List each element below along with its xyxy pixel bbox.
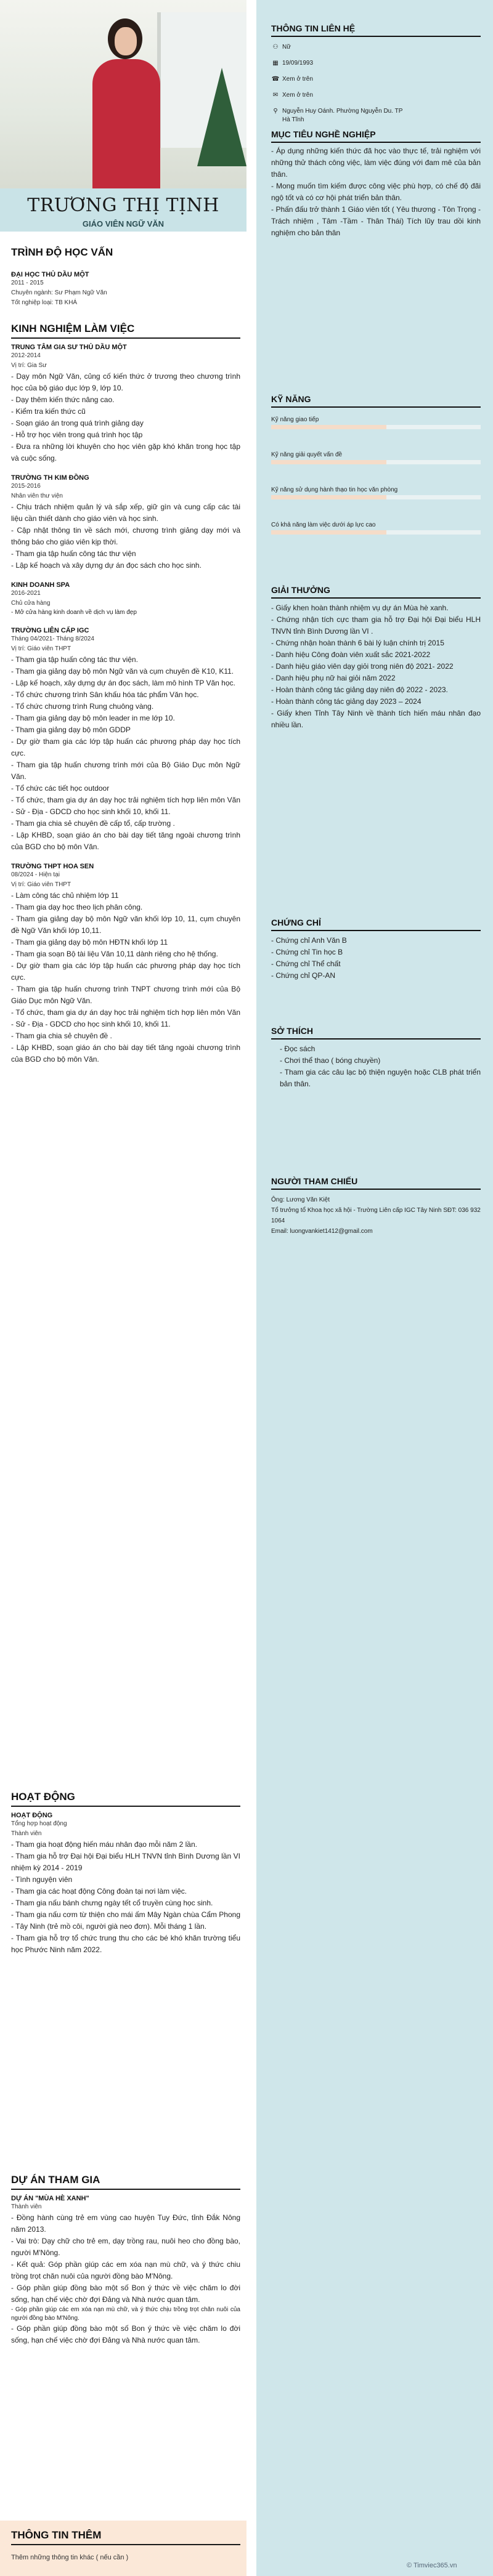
job-period: 2016-2021 [11, 590, 41, 597]
award-line: - Danh hiệu Công đoàn viên xuất sắc 2021-2022 [271, 650, 431, 659]
skill-fill [271, 425, 386, 429]
job-line: - Kiểm tra kiến thức cũ [11, 407, 86, 416]
hobby-line: - Đọc sách [280, 1044, 316, 1053]
hobbies-heading: SỞ THÍCH [271, 1026, 481, 1040]
project-role: Thành viên [11, 2203, 42, 2210]
activity-org: HOẠT ĐỘNG [11, 1812, 53, 1819]
job-line: - Dạy thêm kiến thức nâng cao. [11, 395, 115, 404]
certificates-heading: CHỨNG CHỈ [271, 918, 481, 931]
job-org: TRƯỜNG TH KIM ĐỒNG [11, 474, 89, 482]
project-line: - Góp phần giúp các em xóa nạn mù chữ, và ý thức chịu trồng trọt chăn nuôi của người đồng bào M'Nông. [11, 2306, 240, 2322]
skill-bar [271, 425, 481, 429]
candidate-name: TRƯƠNG THỊ TỊNH [27, 195, 219, 216]
skill-bar [271, 495, 481, 499]
gender-icon: ⚇ [272, 44, 279, 50]
skill-fill [271, 495, 386, 499]
education-heading: TRÌNH ĐỘ HỌC VẤN [11, 246, 113, 258]
certificates-section [271, 918, 481, 982]
job-line: - Tham gia giảng dạy bộ môn HĐTN khối lớp 11 [11, 938, 168, 947]
reference-line: Ông: Lương Văn Kiệt [271, 1197, 330, 1203]
job-line: - Tham gia giảng dạy bộ môn Ngữ văn và cụm chuyên đề K10, K11. [11, 667, 234, 676]
education-grade: Tốt nghiệp loại: TB KHÁ [11, 299, 78, 306]
job-org: KINH DOANH SPA [11, 581, 70, 589]
objective-section [271, 129, 481, 239]
phone-value: Xem ở trên [282, 76, 313, 83]
gender-value: Nữ [282, 44, 291, 50]
job-line: - Chịu trách nhiệm quản lý và sắp xếp, giữ gìn và cung cấp các tài liệu cần thiết dành cho giáo viên và học sinh. [11, 503, 240, 523]
job-line: - Dự giờ tham gia các lớp tập huấn các phương pháp dạy học tích cực. [11, 737, 240, 757]
award-line: - Danh hiệu phụ nữ hai giỏi năm 2022 [271, 674, 396, 682]
address-line-2: Hà Tĩnh [282, 116, 304, 123]
experience-heading: KINH NGHIỆM LÀM VIỆC [11, 323, 240, 339]
skill-item [271, 487, 481, 499]
award-line: - Giấy khen Tỉnh Tây Ninh về thành tích hiến máu nhân đạo nhiều lần. [271, 709, 481, 729]
job-line: - Tham gia chia sẻ chuyên đề cấp tổ, cấp trường . [11, 819, 175, 828]
skill-label: Kỹ năng sử dụng hành thạo tin học văn phòng [271, 487, 398, 493]
hobby-line: - Tham gia các câu lạc bộ thiện nguyện hoặc CLB phát triển bản thân. [280, 1068, 481, 1088]
certificate-line: - Chứng chỉ Thể chất [271, 959, 341, 968]
job-role: Vị trí: Giáo viên THPT [11, 881, 71, 888]
job-org: TRƯỜNG THPT HOA SEN [11, 863, 94, 870]
award-line: - Hoàn thành công tác giảng dạy niên độ 2022 - 2023. [271, 685, 448, 694]
phone-icon: ☎ [271, 76, 280, 83]
skill-item [271, 416, 481, 429]
location-icon: ⚲ [273, 108, 278, 115]
reference-line: Email: luongvankiet1412@gmail.com [271, 1228, 373, 1235]
job-line: - Tổ chức, tham gia dự án dạy học trải nghiệm tích hợp liên môn Văn - Sử - Địa - GDCD cho học sinh khối 10, khối 11. [11, 796, 240, 816]
award-line: - Chứng nhận hoàn thành 6 bài lý luận chính trị 2015 [271, 639, 444, 647]
skill-label: Có khả năng làm việc dưới áp lực cao [271, 522, 376, 528]
project-line: - Kết quả: Góp phần giúp các em xóa nạn mù chữ, và ý thức chiu trồng trọt chăn nuôi của người đồng bào M'Nông. [11, 2260, 240, 2280]
job-role: Vị trí: Giáo viên THPT [11, 645, 71, 652]
projects-section [11, 2174, 240, 2346]
skill-label: Kỹ năng giải quyết vấn đề [271, 451, 343, 458]
objective-line: - Mong muốn tìm kiếm được công việc phù hợp, có chế độ đãi ngộ tốt và có cơ hội phát triển bản thân. [271, 182, 481, 202]
reference-line: Tổ trưởng tổ Khoa học xã hội - Trường Liên cấp IGC Tây Ninh SĐT: 036 932 1064 [271, 1207, 481, 1224]
activity-line: - Tham gia hỗ trợ Đại hội Đại biểu HLH TNVN tỉnh Bình Dương lần VI nhiệm kỳ 2014 - 2019 [11, 1852, 240, 1872]
skill-fill [271, 530, 386, 535]
skill-bar [271, 460, 481, 464]
job-line: - Tổ chức chương trình Sân khấu hóa tác phẩm Văn học. [11, 690, 199, 699]
objective-line: - Áp dụng những kiến thức đã học vào thực tế, trải nghiệm với những thử thách công việc, làm việc đúng với đam mê của bản thân. [271, 147, 481, 179]
skill-fill [271, 460, 386, 464]
job-line: - Tổ chức chương trình Rung chuông vàng. [11, 702, 154, 711]
job-line: - Tham gia dạy học theo lịch phân công. [11, 903, 143, 911]
skill-item [271, 451, 481, 464]
email-value: Xem ở trên [282, 92, 313, 99]
job-org: TRƯỜNG LIÊN CẤP IGC [11, 627, 89, 634]
objective-line: - Phấn đấu trở thành 1 Giáo viên tốt ( Yêu thương - Tôn Trọng - Trách nhiệm , Tâm -Tầm - Thân Thái) Tích lũy trau dồi kinh nghiệm cho bản thân [271, 205, 481, 237]
education-school: ĐẠI HỌC THỦ DẦU MỘT [11, 271, 89, 278]
contact-heading: THÔNG TIN LIÊN HỆ [271, 23, 481, 37]
job-1 [11, 344, 240, 464]
job-line: - Tham gia chia sẻ chuyên đề . [11, 1032, 112, 1040]
job-line: - Tổ chức các tiết học outdoor [11, 784, 110, 793]
certificate-line: - Chứng chỉ QP-AN [271, 971, 336, 980]
contact-gender [271, 43, 481, 52]
job-3 [11, 581, 240, 617]
award-line: - Giấy khen hoàn thành nhiệm vụ dự án Mùa hè xanh. [271, 604, 449, 612]
job-period: 2012-2014 [11, 352, 41, 359]
job-line: - Tổ chức, tham gia dự án dạy học trải nghiệm tích hợp liên môn Văn - Sử - Địa - GDCD cho học sinh khối 10, khối 11. [11, 1008, 240, 1028]
contact-dob [271, 59, 481, 68]
activities-heading: HOẠT ĐỘNG [11, 1791, 240, 1807]
job-title: GIÁO VIÊN NGỮ VĂN [82, 219, 165, 228]
activity-line: - Tham gia hoạt động hiến máu nhân đạo mỗi năm 2 lần. [11, 1840, 197, 1849]
activity-role: Thành viên [11, 1830, 42, 1837]
job-line: - Dạy môn Ngữ Văn, củng cố kiến thức ở trương theo chương trình học của bộ giáo dục lớp 9, lớp 10. [11, 372, 240, 392]
email-icon: ✉ [272, 92, 279, 99]
job-line: - Tham gia giảng dạy bộ môn Ngữ văn khối lớp 10, 11, cụm chuyên đề Ngữ Văn khối lớp 10,11. [11, 915, 240, 935]
more-info-heading: THÔNG TIN THÊM [11, 2529, 240, 2545]
job-line: - Tham gia giảng dạy bộ môn leader in me lớp 10. [11, 714, 175, 722]
contact-address [271, 107, 481, 116]
skill-item [271, 522, 481, 535]
dob-value: 19/09/1993 [282, 60, 314, 67]
award-line: - Chứng nhận tích cực tham gia hỗ trợ Đại hội Đại biểu HLH TNVN tỉnh Bình Dương lần VI . [271, 615, 481, 636]
job-line: - Làm công tác chủ nhiệm lớp 11 [11, 891, 119, 900]
project-line: - Góp phần giúp đồng bào một số Bon ý thức về việc chăm lo đời sống, hạn chế việc chờ đợi Đảng và Nhà nước quan tâm. [11, 2283, 240, 2304]
job-role: Chủ cửa hàng [11, 600, 51, 607]
job-line: - Cập nhật thông tin về sách mới, chương trình giảng dạy mới và thông báo cho giáo viên kịp thời. [11, 526, 240, 546]
right-column [256, 0, 493, 2576]
awards-heading: GIẢI THƯỞNG [271, 585, 481, 599]
job-line: - Mở cửa hàng kinh doanh về dịch vụ làm đẹp [11, 609, 137, 616]
project-line: - Đồng hành cùng trẻ em vùng cao huyện Tuy Đức, tỉnh Đắk Nông năm 2013. [11, 2213, 240, 2234]
contact-section [271, 23, 481, 124]
projects-heading: DỰ ÁN THAM GIA [11, 2174, 240, 2190]
left-column [0, 0, 246, 2576]
job-period: 2015-2016 [11, 483, 41, 490]
job-5 [11, 863, 240, 1065]
activities-section [11, 1791, 240, 1956]
education-section [11, 246, 240, 308]
award-line: - Hoàn thành công tác giảng dạy 2023 – 2024 [271, 697, 422, 706]
job-line: - Tham gia tập huấn công tác thư viện [11, 549, 136, 558]
job-line: - Lập KHBD, soạn giáo án cho bài dạy tiết tăng ngoài chương trình của BGD cho bộ môn Văn. [11, 1043, 240, 1064]
more-info-text: Thêm những thông tin khác ( nếu cần ) [11, 2554, 129, 2561]
job-line: - Lập kế hoạch, xây dựng dự án đọc sách, làm mô hình TP Văn học. [11, 679, 235, 687]
profile-photo [0, 0, 246, 188]
skills-section [271, 394, 481, 535]
job-line: - Đưa ra những lời khuyên cho học viên gặp khó khăn trong học tập và cuộc sống. [11, 442, 240, 462]
activity-line: - Tham gia các hoạt động Công đoàn tại nơi làm việc. [11, 1887, 187, 1896]
certificate-line: - Chứng chỉ Anh Văn B [271, 936, 347, 945]
education-major: Chuyên ngành: Sư Phạm Ngữ Văn [11, 289, 107, 296]
hobby-line: - Chơi thể thao ( bóng chuyền) [280, 1056, 381, 1065]
job-period: 08/2024 - Hiện tại [11, 871, 60, 878]
job-line: - Tham gia tập huấn chương trình mới của Bộ Giáo Dục môn Ngữ Văn. [11, 761, 240, 781]
project-line: - Góp phần giúp đồng bào một số Bon ý thức về việc chăm lo đời sống, hạn chế việc chờ đợi Đảng và Nhà nước quan tâm. [11, 2324, 240, 2344]
hobbies-section [271, 1026, 481, 1090]
job-line: - Tham gia tập huấn công tác thư viện. [11, 655, 138, 664]
watermark: © Timviec365.vn [407, 2562, 457, 2569]
activity-line: - Tham gia nấu bánh chưng ngày tết cổ truyền cùng học sinh. [11, 1899, 213, 1907]
more-info-section [0, 2521, 246, 2576]
job-2 [11, 474, 240, 571]
skill-bar [271, 530, 481, 535]
job-line: - Tham gia soạn Bộ tài liệu Văn 10,11 dành riêng cho hệ thống. [11, 950, 218, 958]
job-line: - Tham gia tập huấn chương trình TNPT chương trình mới của Bộ Giáo Dục môn Ngữ Văn. [11, 985, 240, 1005]
references-heading: NGƯỜI THAM CHIẾU [271, 1176, 481, 1190]
education-years: 2011 - 2015 [11, 280, 44, 286]
skills-heading: KỸ NĂNG [271, 394, 481, 408]
address-line-1: Nguyễn Huy Oánh. Phường Nguyễn Du. TP [282, 108, 403, 115]
experience-section [11, 323, 240, 1065]
job-line: - Soạn giáo án trong quá trình giảng dạy [11, 419, 144, 427]
objective-heading: MỤC TIÊU NGHỀ NGHIỆP [271, 129, 481, 143]
certificate-line: - Chứng chỉ Tin học B [271, 948, 343, 956]
job-line: - Hỗ trợ học viên trong quá trình học tập [11, 430, 143, 439]
contact-phone [271, 75, 481, 84]
name-band [0, 188, 246, 232]
job-4 [11, 627, 240, 853]
job-line: - Dự giờ tham gia các lớp tập huấn các phương pháp dạy học tích cực. [11, 961, 240, 982]
contact-email [271, 91, 481, 100]
references-section [271, 1176, 481, 1237]
job-period: Tháng 04/2021- Tháng 8/2024 [11, 636, 94, 642]
calendar-icon: ▦ [272, 60, 279, 67]
awards-section [271, 585, 481, 731]
activity-sub: Tổng hợp hoạt động [11, 1820, 67, 1827]
project-org: DỰ ÁN "MÙA HÈ XANH" [11, 2195, 89, 2202]
job-line: - Tham gia giảng dạy bộ môn GDDP [11, 725, 131, 734]
job-role: Nhân viên thư viện [11, 493, 63, 499]
project-line: - Vai trò: Dạy chữ cho trẻ em, dạy trồng rau, nuôi heo cho đồng bào, người M'Nông. [11, 2237, 240, 2257]
skill-label: Kỹ năng giao tiếp [271, 416, 319, 423]
job-line: - Lập KHBD, soạn giáo án cho bài dạy tiết tăng ngoài chương trình của BGD cho bộ môn Văn. [11, 831, 240, 851]
award-line: - Danh hiệu giáo viên dạy giỏi trong niên độ 2021- 2022 [271, 662, 454, 671]
job-role: Vị trí: Gia Sư [11, 362, 47, 369]
activity-line: - Tham gia nấu cơm từ thiện cho mái ấm Mây Ngàn chùa Cẩm Phong - Tây Ninh (trẻ mồ côi, người già neo đơn). Mỗi tháng 1 lần. [11, 1910, 240, 1931]
activity-line: - Tình nguyện viên [11, 1875, 73, 1884]
job-org: TRUNG TÂM GIA SƯ THỦ DẦU MỘT [11, 344, 127, 351]
activity-line: - Tham gia hỗ trợ tổ chức trung thu cho các bé khó khăn trường tiểu học Phước Ninh năm 2022. [11, 1934, 240, 1954]
job-line: - Lập kế hoạch và xây dựng dự án đọc sách cho học sinh. [11, 561, 202, 570]
